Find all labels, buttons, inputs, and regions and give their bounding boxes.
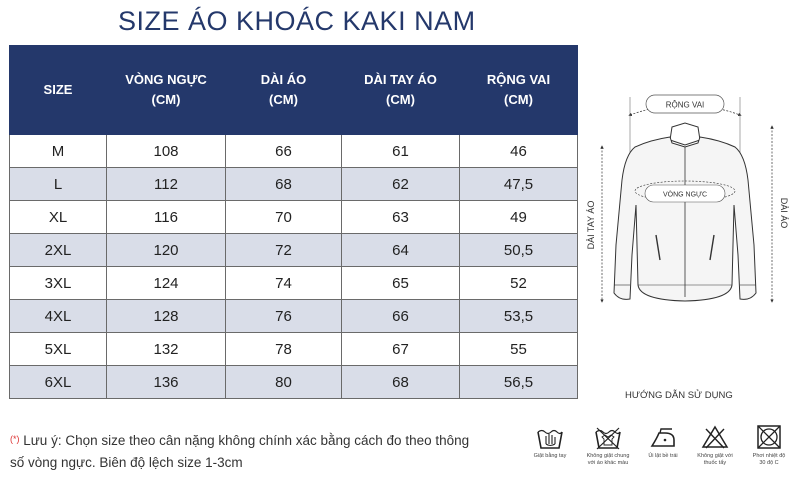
chest-cell: 132 xyxy=(107,333,226,366)
sleeve-cell: 63 xyxy=(342,201,460,234)
header-length: DÀI ÁO (CM) xyxy=(226,46,342,135)
size-cell: XL xyxy=(10,201,107,234)
chest-cell: 108 xyxy=(107,135,226,168)
table-row xyxy=(10,135,578,168)
length-cell: 76 xyxy=(226,300,342,333)
header-chest: VÒNG NGỰC (CM) xyxy=(107,46,226,135)
care-label: Không giặt với thuốc tẩy xyxy=(697,453,733,466)
sleeve-cell: 61 xyxy=(342,135,460,168)
length-cell: 68 xyxy=(226,168,342,201)
table-row xyxy=(10,267,578,300)
chest-cell: 112 xyxy=(107,168,226,201)
chest-cell: 116 xyxy=(107,201,226,234)
jacket-diagram xyxy=(580,85,795,315)
shoulder-cell: 50,5 xyxy=(460,234,578,267)
table-row xyxy=(10,333,578,366)
shoulder-cell: 46 xyxy=(460,135,578,168)
length-cell: 66 xyxy=(226,135,342,168)
length-label: DÀI ÁO xyxy=(779,197,789,229)
size-note xyxy=(10,430,480,474)
shoulder-label: RỘNG VAI xyxy=(665,100,705,110)
size-cell: 5XL xyxy=(10,333,107,366)
chest-cell: 136 xyxy=(107,366,226,399)
table-row xyxy=(10,366,578,399)
table-row xyxy=(10,168,578,201)
header-size: SIZE xyxy=(10,46,107,135)
chest-label: VÒNG NGỰC xyxy=(662,191,708,199)
chest-cell: 124 xyxy=(107,267,226,300)
hand-wash-icon xyxy=(535,424,565,450)
note-text: Lưu ý: Chọn size theo cân nặng không chính xác bằng cách đo theo thông số vòng ngực. Biên độ lệch size 1-3cm xyxy=(10,433,470,470)
table-row xyxy=(10,201,578,234)
chest-cell: 128 xyxy=(107,300,226,333)
care-label: Ủi lật bề trái xyxy=(648,453,678,459)
size-cell: 4XL xyxy=(10,300,107,333)
sleeve-cell: 65 xyxy=(342,267,460,300)
care-item xyxy=(738,424,800,467)
table-row xyxy=(10,300,578,333)
care-label: Không giặt chung với áo khác màu xyxy=(586,453,630,466)
sleeve-label: DÀI TAY ÁO xyxy=(586,200,596,250)
size-cell: 2XL xyxy=(10,234,107,267)
sleeve-cell: 62 xyxy=(342,168,460,201)
shoulder-cell: 49 xyxy=(460,201,578,234)
size-cell: M xyxy=(10,135,107,168)
page-title: SIZE ÁO KHOÁC KAKI NAM xyxy=(118,6,476,36)
size-cell: 6XL xyxy=(10,366,107,399)
iron-reverse-icon xyxy=(648,424,678,450)
length-cell: 78 xyxy=(226,333,342,366)
care-label: Giặt bằng tay xyxy=(533,453,567,459)
shoulder-cell: 53,5 xyxy=(460,300,578,333)
sleeve-cell: 68 xyxy=(342,366,460,399)
shoulder-cell: 56,5 xyxy=(460,366,578,399)
usage-guide-title: HƯỚNG DẪN SỬ DỤNG xyxy=(625,390,733,401)
no-bleach-icon xyxy=(700,424,730,450)
header-shoulder: RỘNG VAI (CM) xyxy=(460,46,578,135)
care-item xyxy=(684,424,746,467)
sleeve-cell: 64 xyxy=(342,234,460,267)
tumble-dry-icon xyxy=(754,424,784,450)
size-table xyxy=(9,45,578,399)
care-label: Phơi nhiệt độ 30 độ C xyxy=(752,453,786,466)
table-row xyxy=(10,234,578,267)
shoulder-cell: 55 xyxy=(460,333,578,366)
shoulder-cell: 47,5 xyxy=(460,168,578,201)
shoulder-cell: 52 xyxy=(460,267,578,300)
size-cell: 3XL xyxy=(10,267,107,300)
length-cell: 80 xyxy=(226,366,342,399)
care-item xyxy=(519,424,581,460)
care-item xyxy=(577,424,639,467)
chest-cell: 120 xyxy=(107,234,226,267)
size-cell: L xyxy=(10,168,107,201)
table-header-row xyxy=(10,46,578,135)
length-cell: 70 xyxy=(226,201,342,234)
note-marker: (*) xyxy=(10,434,20,444)
sleeve-cell: 66 xyxy=(342,300,460,333)
length-cell: 72 xyxy=(226,234,342,267)
header-sleeve: DÀI TAY ÁO (CM) xyxy=(342,46,460,135)
no-mixed-wash-icon xyxy=(593,424,623,450)
sleeve-cell: 67 xyxy=(342,333,460,366)
length-cell: 74 xyxy=(226,267,342,300)
